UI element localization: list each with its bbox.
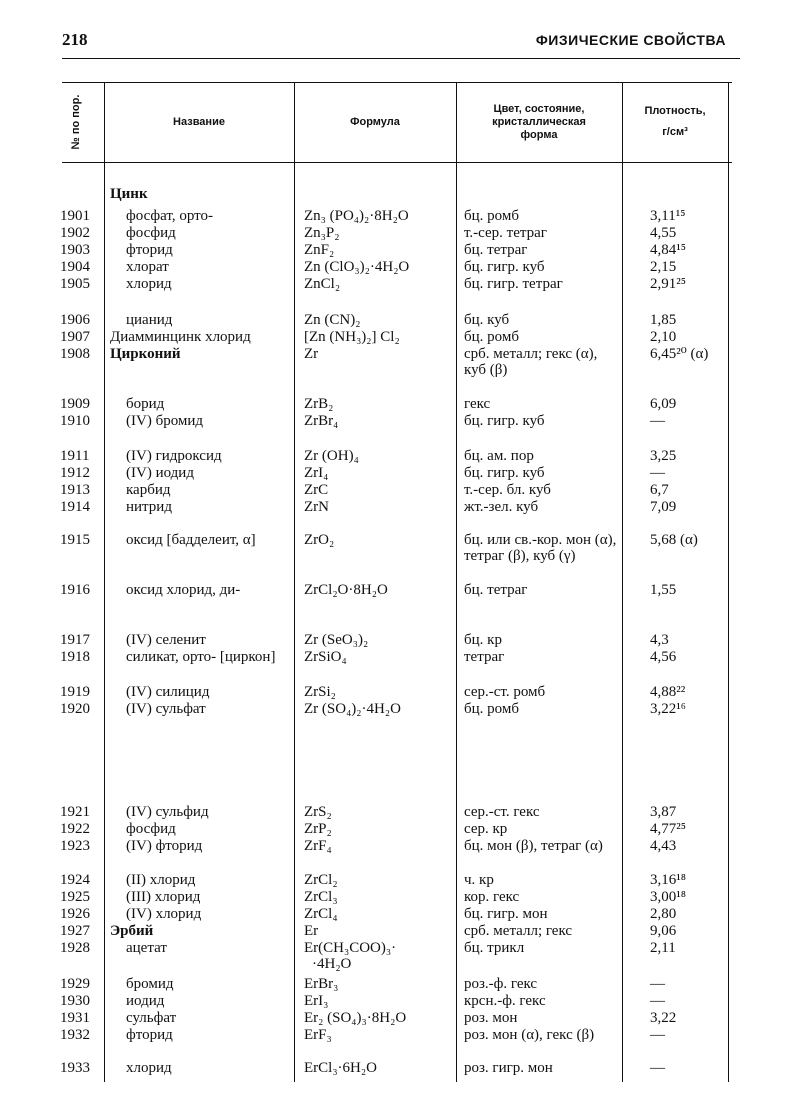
substance-name-text: оксид хлорид, ди- (126, 582, 241, 598)
row-number: 1902 (60, 225, 90, 241)
table-header-rule (62, 162, 732, 163)
substance-name-text: (IV) селенит (126, 632, 206, 648)
row-number: 1922 (60, 821, 90, 837)
substance-name (110, 684, 290, 700)
row-number: 1911 (60, 448, 90, 464)
substance-name-text: борид (126, 396, 165, 412)
substance-name (110, 649, 290, 665)
state-description: гекс (464, 396, 491, 412)
page-number: 218 (62, 30, 88, 49)
row-number: 1923 (60, 838, 90, 854)
formula (304, 804, 454, 820)
density-value: 6,7 (650, 482, 669, 498)
substance-name (110, 465, 290, 481)
substance-name-text: оксид [бадделеит, α] (126, 532, 256, 548)
state-description: бц. гигр. мон (464, 906, 548, 922)
substance-name (110, 632, 290, 648)
state-description: роз. мон (464, 1010, 518, 1026)
state-description: жт.-зел. куб (464, 499, 539, 515)
formula-text: ZrF₄ (304, 838, 332, 854)
column-divider (456, 82, 457, 1082)
row-number: 1912 (60, 465, 90, 481)
state-description: роз. мон (α), гекс (β) (464, 1027, 595, 1043)
density-value: — (650, 976, 665, 992)
formula (304, 906, 454, 922)
formula-text: ZrB₂ (304, 396, 334, 412)
formula-text: Zr (OH)₄ (304, 448, 359, 464)
substance-name (110, 872, 290, 888)
substance-name (110, 346, 290, 362)
row-number: 1933 (60, 1060, 90, 1076)
row-number: 1927 (60, 923, 90, 939)
density-value: 3,22¹⁶ (650, 701, 686, 717)
column-divider (622, 82, 623, 1082)
state-description: бц. ам. пор (464, 448, 534, 464)
substance-name-text: фосфид (126, 821, 176, 837)
density-value: 3,87 (650, 804, 677, 820)
column-header-density: Плотность, г/см³ (644, 105, 706, 138)
formula (304, 532, 454, 548)
state-description: сер. кр (464, 821, 508, 837)
density-value: 4,88²² (650, 684, 686, 700)
formula (304, 649, 454, 665)
density-value: 5,68 (α) (650, 532, 698, 548)
row-number: 1910 (60, 413, 90, 429)
density-value: 3,00¹⁸ (650, 889, 686, 905)
state-description: бц. куб (464, 312, 510, 328)
substance-name (110, 889, 290, 905)
state-description: бц. гигр. куб (464, 413, 545, 429)
substance-name (110, 940, 290, 956)
density-value: 4,77²⁵ (650, 821, 686, 837)
state-description: бц. гигр. куб (464, 465, 545, 481)
row-number: 1906 (60, 312, 90, 328)
substance-name-text: иодид (126, 993, 165, 1009)
formula (304, 976, 454, 992)
density-value: 3,22 (650, 1010, 677, 1026)
state-description: т.-сер. бл. куб (464, 482, 551, 498)
substance-name-text: фторид (126, 1027, 173, 1043)
formula (304, 482, 454, 498)
formula-text: ErI₃ (304, 993, 329, 1009)
row-number: 1918 (60, 649, 90, 665)
formula-text: ZrCl₂O·8H₂O (304, 582, 388, 598)
substance-name-text: ацетат (126, 940, 167, 956)
substance-name-text: силикат, орто- [циркон] (126, 649, 276, 665)
formula (304, 225, 454, 241)
state-description: крсн.-ф. гекс (464, 993, 546, 1009)
formula-text: Zn₃P₂ (304, 225, 340, 241)
substance-name-text: нитрид (126, 499, 172, 515)
substance-name-text: хлорид (126, 276, 172, 292)
formula (304, 684, 454, 700)
state-description: срб. металл; гекс (464, 923, 573, 939)
substance-name (110, 242, 290, 258)
state-description: бц. тетраг (464, 582, 528, 598)
formula-text: ZrO₂ (304, 532, 335, 548)
formula (304, 208, 454, 224)
substance-name-text: фосфат, орто- (126, 208, 214, 224)
formula-text: ZnF₂ (304, 242, 335, 258)
formula-text: ZrC (304, 482, 329, 498)
density-value: — (650, 993, 665, 1009)
substance-name (110, 499, 290, 515)
density-value: 2,10 (650, 329, 677, 345)
formula (304, 448, 454, 464)
state-description: т.-сер. тетраг (464, 225, 547, 241)
row-number: 1917 (60, 632, 90, 648)
substance-name-text: (IV) фторид (126, 838, 203, 854)
substance-name-text: (II) хлорид (126, 872, 196, 888)
density-value: 3,25 (650, 448, 677, 464)
density-value: 3,16¹⁸ (650, 872, 686, 888)
formula-text: ErCl₃·6H₂O (304, 1060, 377, 1076)
formula (304, 872, 454, 888)
formula (304, 465, 454, 481)
formula-text: Zr (SeO₃)₂ (304, 632, 369, 648)
column-header-formula: Формула (350, 115, 400, 128)
density-value: 2,11 (650, 940, 676, 956)
row-number: 1929 (60, 976, 90, 992)
formula (304, 940, 454, 972)
substance-name-text: (IV) силицид (126, 684, 210, 700)
state-description: бц. или св.-кор. мон (α), тетраг (β), куб (γ) (464, 532, 617, 564)
state-description: бц. кр (464, 632, 502, 648)
row-number: 1904 (60, 259, 90, 275)
formula (304, 1010, 454, 1026)
formula-text: ZrSiO₄ (304, 649, 347, 665)
density-value: 4,55 (650, 225, 677, 241)
substance-name (110, 329, 290, 345)
state-description: бц. гигр. куб (464, 259, 545, 275)
formula-text: ZrN (304, 499, 329, 515)
substance-name-text: (IV) гидроксид (126, 448, 222, 464)
row-number: 1903 (60, 242, 90, 258)
state-description: бц. тетраг (464, 242, 528, 258)
substance-name (110, 1027, 290, 1043)
row-number: 1932 (60, 1027, 90, 1043)
row-number: 1916 (60, 582, 90, 598)
density-value: — (650, 1060, 665, 1076)
substance-name-text: Цирконий (110, 346, 181, 362)
substance-name-text: сульфат (126, 1010, 177, 1026)
row-number: 1920 (60, 701, 90, 717)
state-description: роз. гигр. мон (464, 1060, 553, 1076)
substance-name (110, 276, 290, 292)
formula (304, 1027, 454, 1043)
formula-text: Zr (304, 346, 319, 362)
state-description: бц. мон (β), тетраг (α) (464, 838, 603, 854)
row-number: 1915 (60, 532, 90, 548)
substance-name-text: Эрбий (110, 923, 154, 939)
substance-name (110, 976, 290, 992)
substance-name (110, 413, 290, 429)
density-value: 4,84¹⁵ (650, 242, 686, 258)
substance-name-text: хлорат (126, 259, 169, 275)
density-value: 4,43 (650, 838, 677, 854)
row-number: 1901 (60, 208, 90, 224)
substance-name (110, 582, 290, 598)
formula (304, 396, 454, 412)
state-description: сер.-ст. ромб (464, 684, 546, 700)
formula (304, 276, 454, 292)
formula-text: ZrCl₄ (304, 906, 338, 922)
density-value: 6,45²⁰ (α) (650, 346, 709, 362)
column-header-number: № по пор. (70, 94, 82, 150)
substance-name (110, 804, 290, 820)
formula-text: ZrS₂ (304, 804, 332, 820)
formula (304, 838, 454, 854)
density-value: 1,85 (650, 312, 677, 328)
formula-text: ZrBr₄ (304, 413, 339, 429)
density-value: — (650, 413, 665, 429)
formula-text: Zn (ClO₃)₂·4H₂O (304, 259, 410, 275)
formula-text: Zr (SO₄)₂·4H₂O (304, 701, 401, 717)
formula-text: Er(CH₃COO)₃· (304, 940, 397, 956)
formula-text: ErBr₃ (304, 976, 339, 992)
state-description: ч. кр (464, 872, 494, 888)
formula (304, 1060, 454, 1076)
row-number: 1907 (60, 329, 90, 345)
formula-text: ZnCl₂ (304, 276, 341, 292)
column-divider (294, 82, 295, 1082)
substance-name-text: хлорид (126, 1060, 172, 1076)
substance-name (110, 259, 290, 275)
substance-name-text: (IV) сульфат (126, 701, 206, 717)
state-description: бц. трикл (464, 940, 525, 956)
header-rule (62, 58, 740, 59)
formula-text: Er₂ (SO₄)₃·8H₂O (304, 1010, 407, 1026)
row-number: 1928 (60, 940, 90, 956)
density-value: 7,09 (650, 499, 677, 515)
substance-name-text: (III) хлорид (126, 889, 201, 905)
formula (304, 821, 454, 837)
substance-name (110, 448, 290, 464)
row-number: 1930 (60, 993, 90, 1009)
substance-name (110, 838, 290, 854)
formula-text: ZrCl₃ (304, 889, 338, 905)
density-value: 1,55 (650, 582, 677, 598)
formula (304, 413, 454, 429)
formula-text-continued: ·4H₂O (312, 956, 352, 972)
row-number: 1931 (60, 1010, 90, 1026)
formula (304, 329, 454, 345)
substance-name (110, 993, 290, 1009)
formula-text: Zn₃ (PO₄)₂·8H₂O (304, 208, 409, 224)
density-value: 4,56 (650, 649, 677, 665)
row-number: 1925 (60, 889, 90, 905)
density-value: — (650, 465, 665, 481)
density-value: 2,80 (650, 906, 677, 922)
formula (304, 889, 454, 905)
state-description: роз.-ф. гекс (464, 976, 538, 992)
substance-name-text: (IV) бромид (126, 413, 204, 429)
running-title: ФИЗИЧЕСКИЕ СВОЙСТВА (535, 32, 726, 48)
density-value: 9,06 (650, 923, 677, 939)
formula (304, 632, 454, 648)
formula-text: [Zn (NH₃)₂] Cl₂ (304, 329, 400, 345)
substance-name (110, 1010, 290, 1026)
row-number: 1919 (60, 684, 90, 700)
column-header-name: Название (173, 115, 225, 128)
substance-name (110, 532, 290, 548)
substance-name-text: (IV) хлорид (126, 906, 202, 922)
column-divider (104, 82, 105, 1082)
formula-text: Zn (CN)₂ (304, 312, 361, 328)
formula-text: ZrCl₂ (304, 872, 338, 888)
formula-text: ZrP₂ (304, 821, 332, 837)
state-description: срб. металл; гекс (α), куб (β) (464, 346, 598, 378)
substance-name (110, 821, 290, 837)
substance-name-text: (IV) сульфид (126, 804, 209, 820)
substance-name-text: Диамминцинк хлорид (110, 329, 251, 345)
row-number: 1914 (60, 499, 90, 515)
substance-name-text: (IV) иодид (126, 465, 194, 481)
row-number: 1913 (60, 482, 90, 498)
row-number: 1926 (60, 906, 90, 922)
substance-name-text: карбид (126, 482, 171, 498)
state-description: бц. ромб (464, 701, 519, 717)
substance-name (110, 396, 290, 412)
row-number: 1921 (60, 804, 90, 820)
formula (304, 582, 454, 598)
substance-name (110, 906, 290, 922)
row-number: 1924 (60, 872, 90, 888)
substance-name (110, 482, 290, 498)
state-description: бц. гигр. тетраг (464, 276, 563, 292)
state-description: кор. гекс (464, 889, 520, 905)
substance-name-text: фторид (126, 242, 173, 258)
density-value: 4,3 (650, 632, 669, 648)
state-description: сер.-ст. гекс (464, 804, 540, 820)
density-value: — (650, 1027, 665, 1043)
formula (304, 923, 454, 939)
density-value: 3,11¹⁵ (650, 208, 686, 224)
substance-name (110, 208, 290, 224)
row-number: 1908 (60, 346, 90, 362)
state-description: бц. ромб (464, 208, 519, 224)
state-description: бц. ромб (464, 329, 519, 345)
formula (304, 242, 454, 258)
substance-name (110, 312, 290, 328)
substance-name (110, 225, 290, 241)
density-value: 2,15 (650, 259, 677, 275)
substance-name-text: фосфид (126, 225, 176, 241)
density-value: 2,91²⁵ (650, 276, 686, 292)
formula (304, 993, 454, 1009)
substance-name (110, 1060, 290, 1076)
substance-name (110, 923, 290, 939)
section-heading-zinc: Цинк (110, 186, 148, 202)
formula (304, 346, 454, 362)
density-value: 6,09 (650, 396, 677, 412)
row-number: 1909 (60, 396, 90, 412)
formula (304, 259, 454, 275)
formula (304, 701, 454, 717)
state-description: тетраг (464, 649, 505, 665)
substance-name-text: цианид (126, 312, 173, 328)
substance-name (110, 701, 290, 717)
formula-text: ZrSi₂ (304, 684, 336, 700)
formula-text: ZrI₄ (304, 465, 329, 481)
substance-name-text: бромид (126, 976, 174, 992)
formula (304, 499, 454, 515)
column-header-state: Цвет, состояние, кристаллическая форма (492, 102, 586, 141)
formula (304, 312, 454, 328)
formula-text: ErF₃ (304, 1027, 332, 1043)
row-number: 1905 (60, 276, 90, 292)
formula-text: Er (304, 923, 319, 939)
